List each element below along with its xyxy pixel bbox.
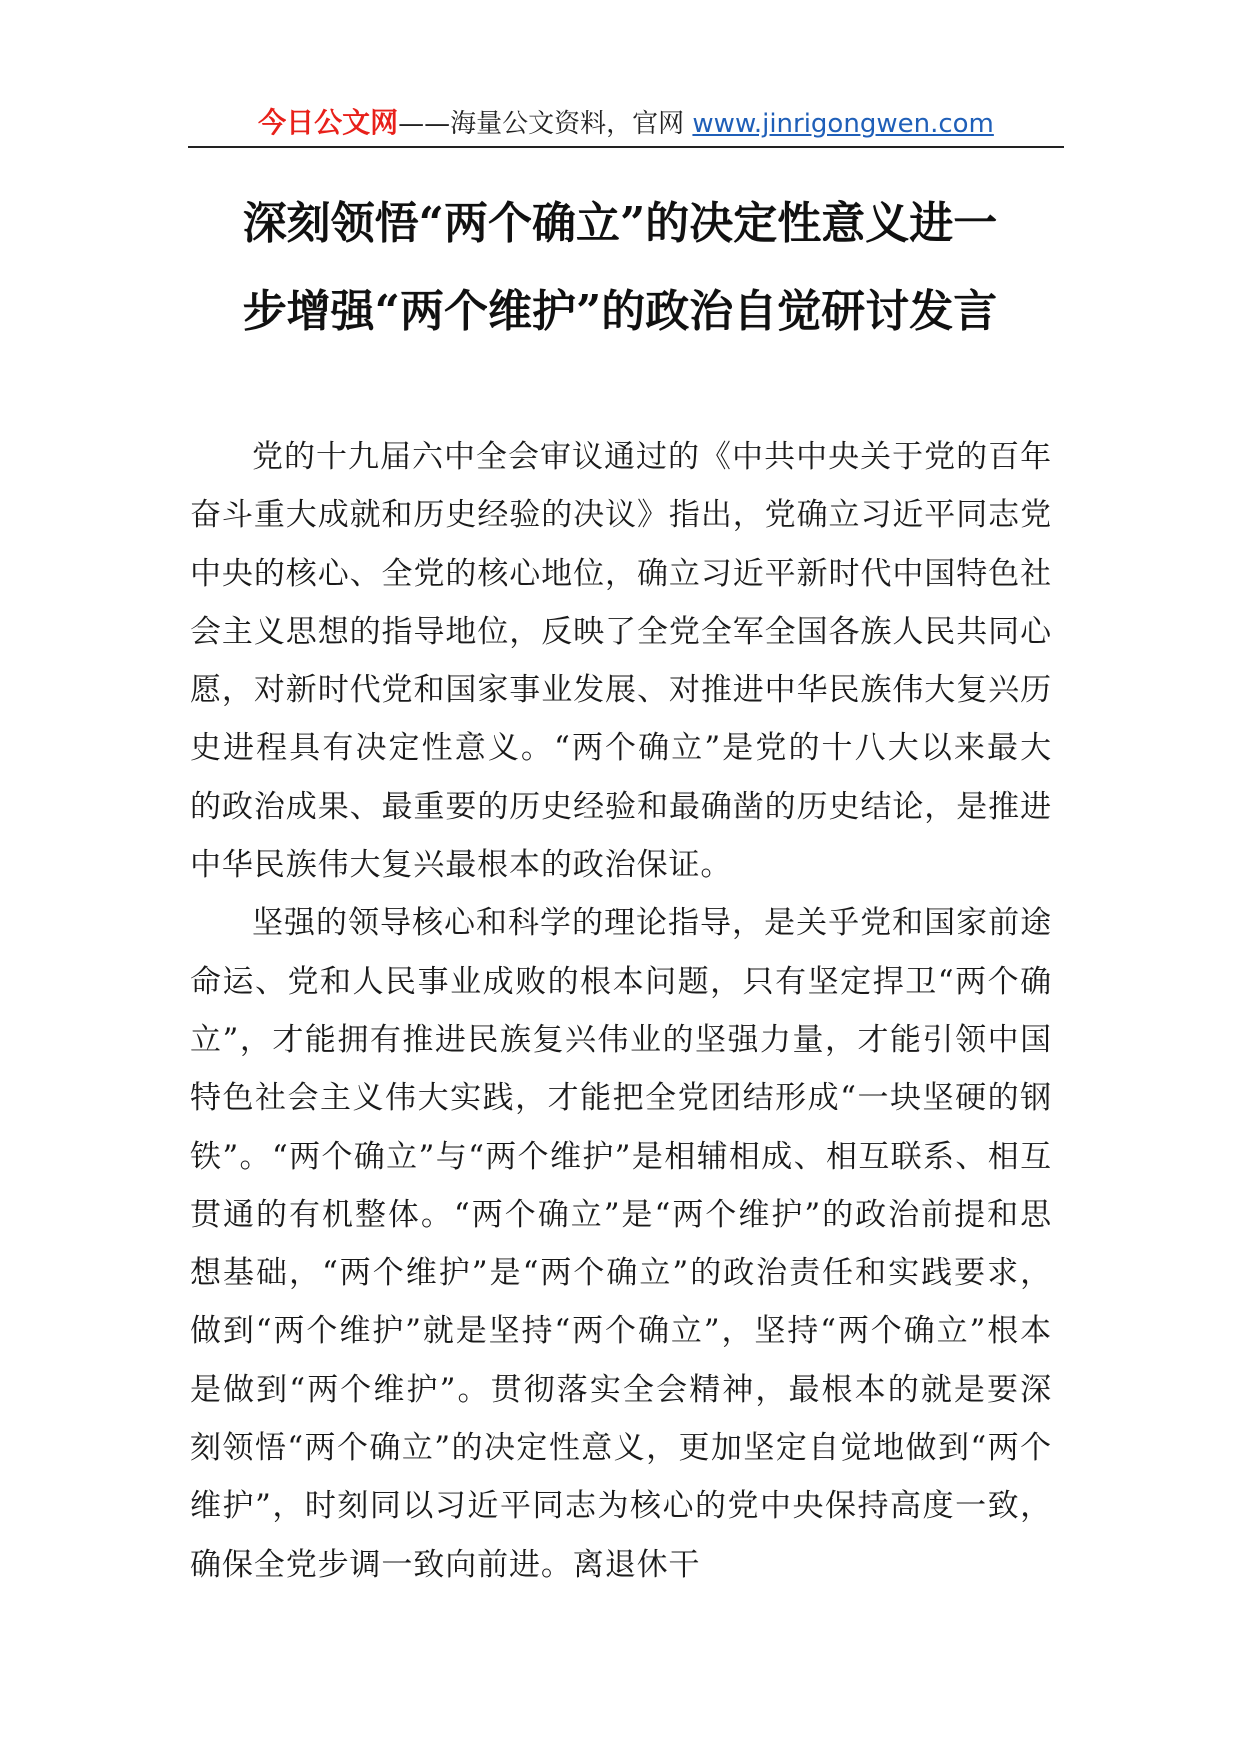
site-tagline: ——海量公文资料，官网	[398, 109, 693, 139]
site-header	[188, 102, 1064, 148]
site-brand: 今日公文网	[258, 106, 399, 139]
title-line-2: 步增强“两个维护”的政治自觉研讨发言	[242, 286, 998, 337]
document-body	[190, 428, 1052, 1594]
document-title	[200, 180, 1040, 356]
title-line-1: 深刻领悟“两个确立”的决定性意义进一	[242, 198, 998, 249]
paragraph-1: 党的十九届六中全会审议通过的《中共中央关于党的百年奋斗重大成就和历史经验的决议》指出，党确立习近平同志党中央的核心、全党的核心地位，确立习近平新时代中国特色社会主义思想的指导地位，反映了全党全军全国各族人民共同心愿，对新时代党和国家事业发展、对推进中华民族伟大复兴历史进程具有决定性意义。“两个确立”是党的十八大以来最大的政治成果、最重要的历史经验和最确凿的历史结论，是推进中华民族伟大复兴最根本的政治保证。	[190, 439, 1052, 884]
paragraph-2: 坚强的领导核心和科学的理论指导，是关乎党和国家前途命运、党和人民事业成败的根本问题，只有坚定捍卫“两个确立”，才能拥有推进民族复兴伟业的坚强力量，才能引领中国特色社会主义伟大实践，才能把全党团结形成“一块坚硬的钢铁”。“两个确立”与“两个维护”是相辅相成、相互联系、相互贯通的有机整体。“两个确立”是“两个维护”的政治前提和思想基础，“两个维护”是“两个确立”的政治责任和实践要求，做到“两个维护”就是坚持“两个确立”，坚持“两个确立”根本是做到“两个维护”。贯彻落实全会精神，最根本的就是要深刻领悟“两个确立”的决定性意义，更加坚定自觉地做到“两个维护”，时刻同以习近平同志为核心的党中央保持高度一致，确保全党步调一致向前进。离退休干	[190, 905, 1052, 1583]
site-url-link[interactable]: www.jinrigongwen.com	[692, 109, 994, 139]
